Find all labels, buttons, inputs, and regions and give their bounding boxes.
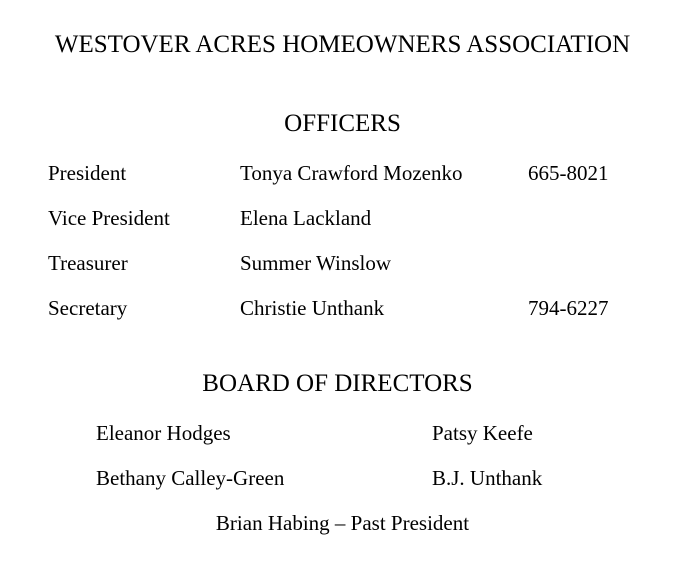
past-president: Brian Habing – Past President (215, 511, 470, 535)
director-name: Bethany Calley-Green (96, 466, 285, 490)
officer-row-treasurer (0, 248, 685, 278)
officer-name: Christie Unthank (240, 296, 385, 320)
officer-role: Secretary (48, 296, 128, 320)
officer-name: Elena Lackland (240, 206, 372, 230)
officer-role: Vice President (48, 206, 170, 230)
board-heading: BOARD OF DIRECTORS (202, 370, 473, 397)
director-row (0, 463, 685, 493)
director-row (0, 418, 685, 448)
officer-phone: 794-6227 (528, 296, 609, 320)
officer-name: Tonya Crawford Mozenko (240, 161, 463, 185)
officer-role: Treasurer (48, 251, 128, 275)
officer-row-vice-president (0, 203, 685, 233)
officers-heading: OFFICERS (284, 110, 401, 137)
director-name: Eleanor Hodges (96, 421, 231, 445)
director-name: B.J. Unthank (432, 466, 543, 490)
officer-phone: 665-8021 (528, 161, 609, 185)
officer-name: Summer Winslow (240, 251, 392, 275)
page-title: WESTOVER ACRES HOMEOWNERS ASSOCIATION (54, 31, 631, 58)
officer-row-president (0, 158, 685, 188)
director-name: Patsy Keefe (432, 421, 533, 445)
officer-row-secretary (0, 293, 685, 323)
officer-role: President (48, 161, 127, 185)
